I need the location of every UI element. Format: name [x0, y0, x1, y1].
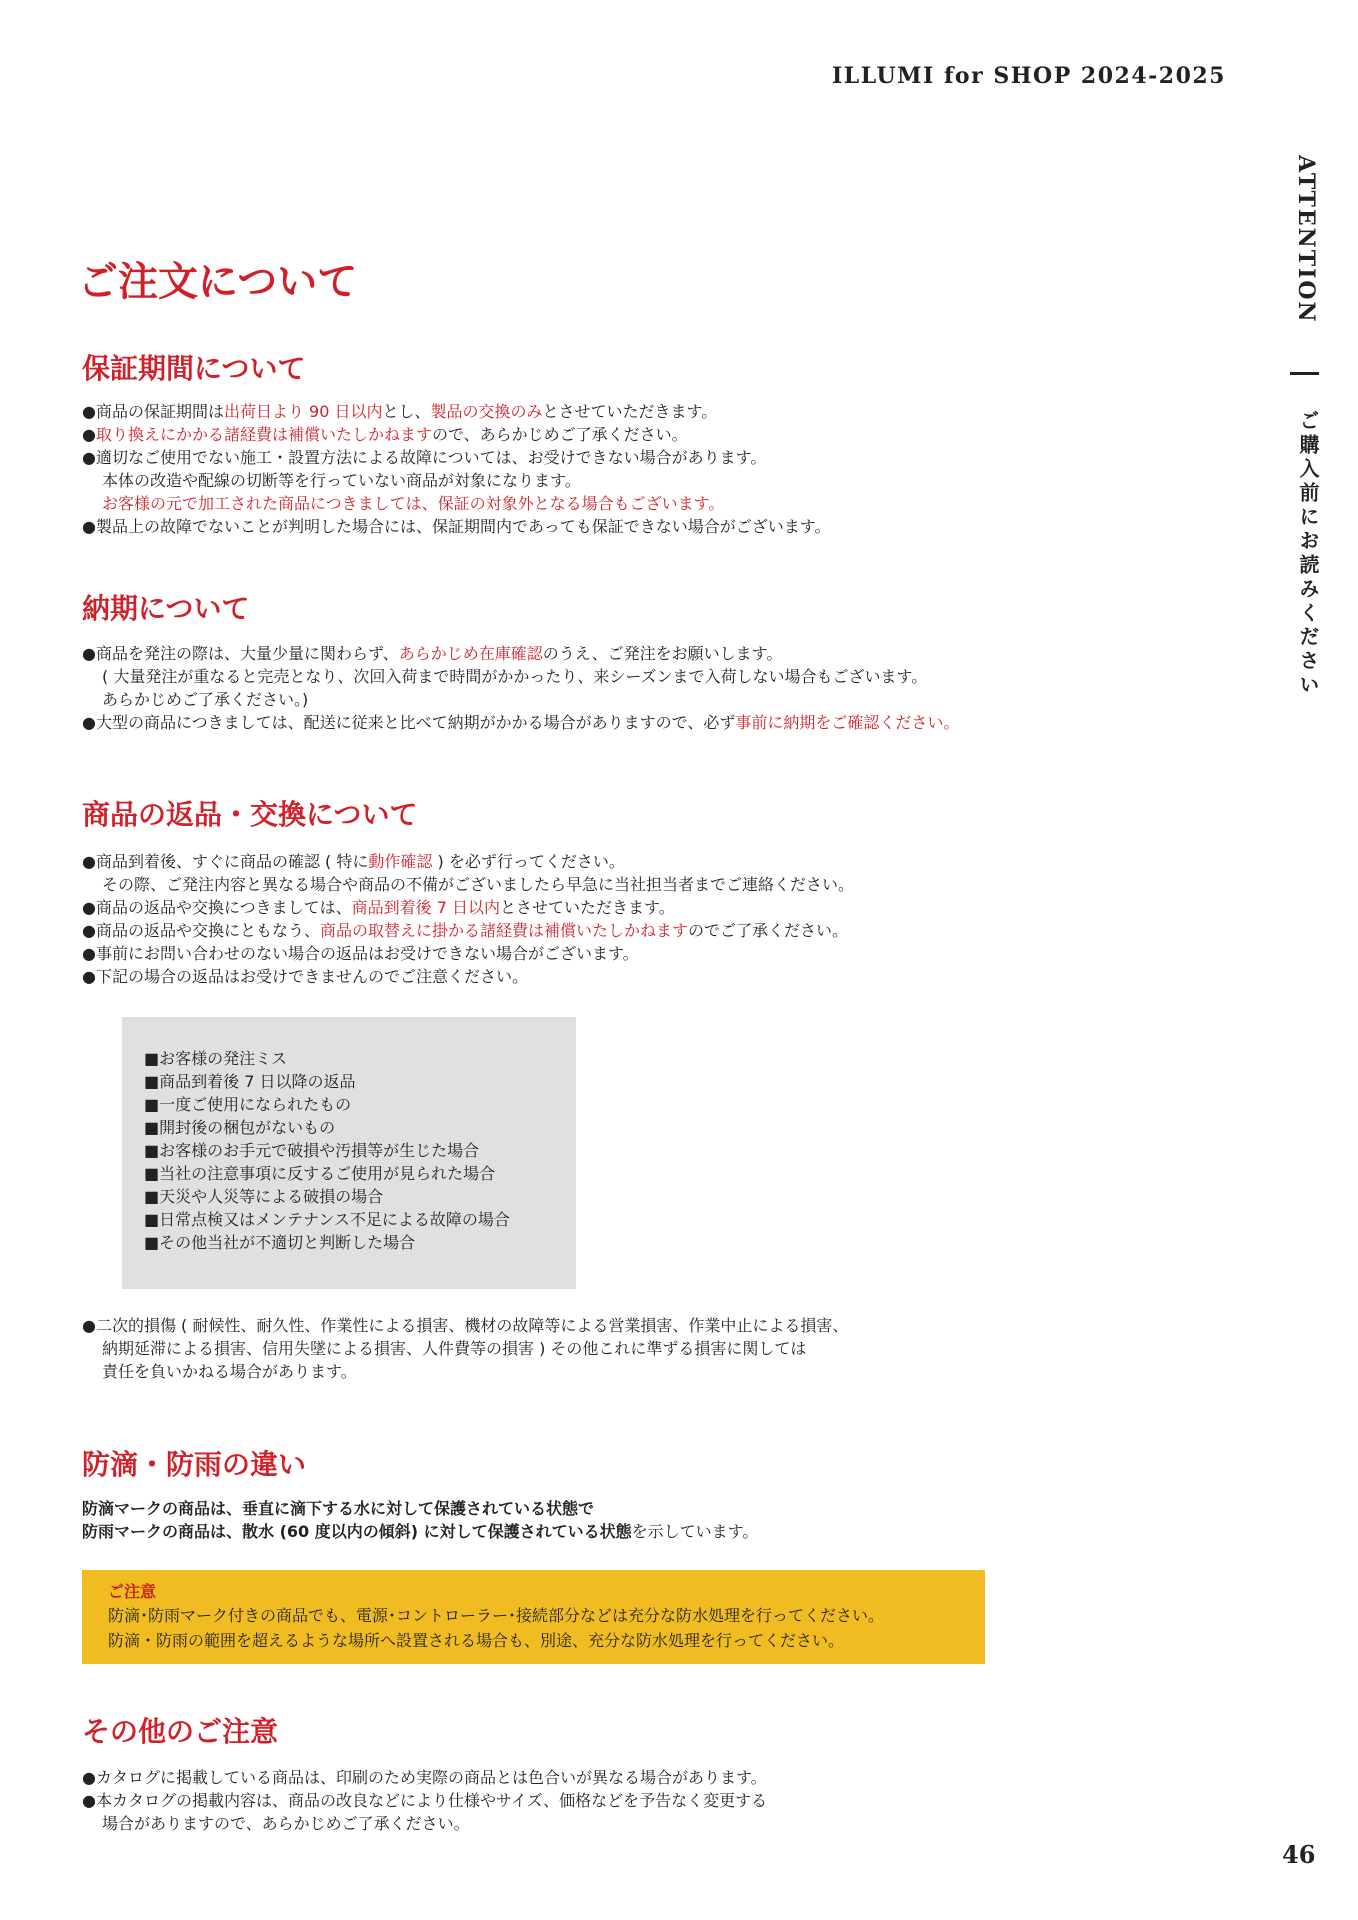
- section-warranty-title: 保証期間について: [82, 352, 306, 385]
- section-delivery-title: 納期について: [82, 592, 250, 625]
- other-line-1: ●カタログに掲載している商品は、印刷のため実際の商品とは色合いが異なる場合があります。: [82, 1768, 767, 1787]
- returns-line-4: ●商品の返品や交換にともなう、商品の取替えに掛かる諸経費は補償いたしかねますのでご了承ください。: [82, 921, 848, 940]
- caution-note-line-1: 防滴･防雨マーク付きの商品でも、電源･コントローラー･接続部分などは充分な防水処理を行ってください。: [108, 1606, 885, 1625]
- list-item: ■お客様の発注ミス: [144, 1049, 288, 1068]
- list-item: ■商品到着後 7 日以降の返品: [144, 1072, 356, 1091]
- returns-line-6: ●下記の場合の返品はお受けできませんのでご注意ください。: [82, 967, 528, 986]
- warranty-line-2: ●取り換えにかかる諸経費は補償いたしかねますので、あらかじめご了承ください。: [82, 425, 688, 444]
- returns-line-2: その際、ご発注内容と異なる場合や商品の不備がございましたら早急に当社担当者までご連絡ください。: [102, 875, 855, 894]
- section-other-title: その他のご注意: [82, 1715, 279, 1748]
- warranty-line-6: ●製品上の故障でないことが判明した場合には、保証期間内であっても保証できない場合がございます。: [82, 517, 831, 536]
- side-tab-attention: ATTENTION: [1293, 155, 1319, 324]
- warranty-line-1: ●商品の保証期間は出荷日より 90 日以内とし、製品の交換のみとさせていただきます。: [82, 402, 718, 421]
- page-title: ご注文について: [78, 259, 358, 305]
- warranty-line-4: 本体の改造や配線の切断等を行っていない商品が対象になります。: [102, 471, 581, 490]
- section-waterproof-title: 防滴・防雨の違い: [82, 1448, 307, 1481]
- non-returnable-cases-box: [122, 1017, 576, 1289]
- secondary-damage-note: [82, 1314, 848, 1383]
- waterproof-line-2: 防雨マークの商品は、散水 (60 度以内の傾斜) に対して保護されている状態を示しています。: [82, 1522, 759, 1541]
- list-item: ■天災や人災等による破損の場合: [144, 1187, 384, 1206]
- list-item: ■開封後の梱包がないもの: [144, 1118, 336, 1137]
- warranty-line-3: ●適切なご使用でない施工・設置方法による故障については、お受けできない場合があります。: [82, 448, 767, 467]
- caution-note-text: [108, 1603, 884, 1653]
- list-item: ■その他当社が不適切と判断した場合: [144, 1233, 416, 1252]
- list-item: ■当社の注意事項に反するご使用が見られた場合: [144, 1164, 496, 1183]
- list-item: ■一度ご使用になられたもの: [144, 1095, 352, 1114]
- section-waterproof-body: [82, 1497, 758, 1543]
- delivery-line-4: ●大型の商品につきましては、配送に従来と比べて納期がかかる場合がありますので、必ず事前に納期をご確認ください。: [82, 713, 960, 732]
- side-tab-divider: [1290, 372, 1319, 375]
- caution-note-title: ご注意: [108, 1582, 157, 1601]
- list-item: ■日常点検又はメンテナンス不足による故障の場合: [144, 1210, 510, 1229]
- waterproof-line-1: 防滴マークの商品は、垂直に滴下する水に対して保護されている状態で: [82, 1499, 595, 1518]
- delivery-line-1: ●商品を発注の際は、大量少量に関わらず、あらかじめ在庫確認のうえ、ご発注をお願いします。: [82, 644, 783, 663]
- warranty-line-5: お客様の元で加工された商品につきましては、保証の対象外となる場合もございます。: [102, 494, 725, 513]
- secondary-damage-line-1: ●二次的損傷 ( 耐候性、耐久性、作業性による損害、機材の故障等による営業損害、作業中止による損害、: [82, 1316, 849, 1335]
- list-item: ■お客様のお手元で破損や汚損等が生じた場合: [144, 1141, 480, 1160]
- returns-line-5: ●事前にお問い合わせのない場合の返品はお受けできない場合がございます。: [82, 944, 639, 963]
- section-warranty-body: [82, 400, 831, 538]
- side-tab-subtitle: ご購入前にお読みください: [1296, 410, 1320, 698]
- returns-line-3: ●商品の返品や交換につきましては、商品到着後 7 日以内とさせていただきます。: [82, 898, 675, 917]
- section-returns-title: 商品の返品・交換について: [82, 798, 418, 831]
- delivery-line-3: あらかじめご了承ください。): [102, 690, 309, 709]
- other-line-2: ●本カタログの掲載内容は、商品の改良などにより仕様やサイズ、価格などを予告なく変更する: [82, 1791, 768, 1810]
- non-returnable-cases-list: [144, 1047, 510, 1254]
- section-returns-body: [82, 850, 854, 988]
- secondary-damage-line-3: 責任を負いかねる場合があります。: [102, 1362, 357, 1381]
- section-other-body: [82, 1766, 767, 1835]
- returns-line-1: ●商品到着後、すぐに商品の確認 ( 特に動作確認 ) を必ず行ってください。: [82, 852, 625, 871]
- caution-note-line-2: 防滴・防雨の範囲を超えるような場所へ設置される場合も、別途、充分な防水処理を行ってください。: [108, 1631, 845, 1650]
- secondary-damage-line-2: 納期延滞による損害、信用失墜による損害、人件費等の損害 ) その他これに準ずる損害に関しては: [102, 1339, 807, 1358]
- delivery-line-2: ( 大量発注が重なると完売となり、次回入荷まで時間がかかったり、来シーズンまで入荷しない場合もございます。: [102, 667, 928, 686]
- other-line-3: 場合がありますので、あらかじめご了承ください。: [102, 1814, 470, 1833]
- section-delivery-body: [82, 642, 959, 734]
- catalog-header-title: ILLUMI for SHOP 2024-2025: [831, 63, 1226, 89]
- page-number: 46: [1282, 1840, 1316, 1869]
- caution-note-box: [82, 1570, 985, 1664]
